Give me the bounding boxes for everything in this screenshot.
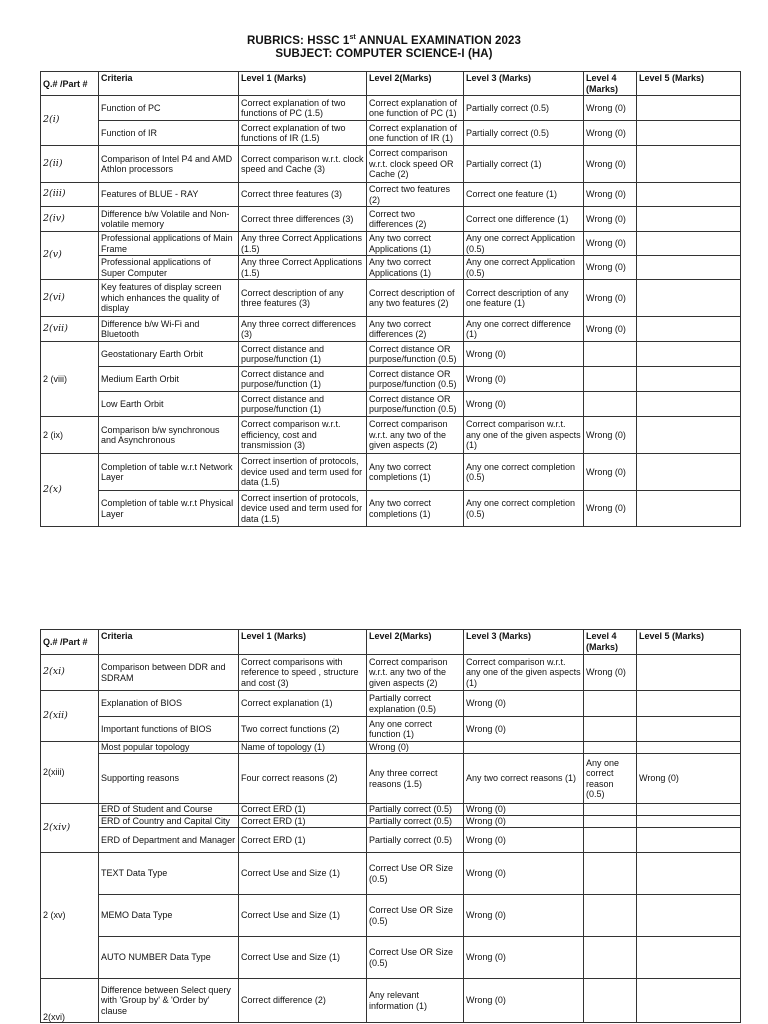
level1-cell: Any three Correct Applications (1.5)	[239, 256, 367, 280]
level3-cell: Wrong (0)	[464, 816, 584, 828]
level2-cell: Partially correct explanation (0.5)	[367, 691, 464, 717]
level5-cell	[637, 121, 741, 146]
col-header-qno: Q.# /Part #	[41, 72, 99, 96]
level5-cell	[637, 232, 741, 256]
col-header-criteria: Criteria	[99, 630, 239, 655]
level4-cell: Wrong (0)	[584, 232, 637, 256]
table-row	[41, 742, 741, 754]
level2-cell: Correct comparison w.r.t. clock speed OR Cache (2)	[367, 146, 464, 183]
level1-cell: Any three correct differences (3)	[239, 317, 367, 342]
table-row	[41, 691, 741, 717]
level4-cell	[584, 816, 637, 828]
level2-cell: Correct distance OR purpose/function (0.5)	[367, 367, 464, 392]
level5-cell	[637, 655, 741, 691]
table-row	[41, 342, 741, 367]
level3-cell: Partially correct (0.5)	[464, 121, 584, 146]
level3-cell: Correct one feature (1)	[464, 183, 584, 207]
table-row	[41, 207, 741, 232]
level4-cell	[584, 937, 637, 979]
level5-cell	[637, 491, 741, 527]
title-prefix: RUBRICS: HSSC 1	[246, 35, 350, 47]
level2-cell: Partially correct (0.5)	[367, 816, 464, 828]
level1-cell: Correct distance and purpose/function (1)	[239, 342, 367, 367]
criteria-cell: TEXT Data Type	[99, 853, 239, 895]
criteria-cell: Comparison between DDR and SDRAM	[99, 655, 239, 691]
criteria-cell: Function of IR	[99, 121, 239, 146]
level5-cell	[637, 717, 741, 742]
col-header-level5: Level 5 (Marks)	[637, 72, 741, 96]
level4-cell: Any one correct reason (0.5)	[584, 754, 637, 804]
level4-cell: Wrong (0)	[584, 454, 637, 491]
rubric-table-1	[40, 71, 741, 527]
level3-cell: Any one correct difference (1)	[464, 317, 584, 342]
table-row	[41, 317, 741, 342]
criteria-cell: ERD of Student and Course	[99, 804, 239, 816]
table-row	[41, 937, 741, 979]
level3-cell: Wrong (0)	[464, 979, 584, 1023]
level5-cell	[637, 317, 741, 342]
criteria-cell: Comparison of Intel P4 and AMD Athlon processors	[99, 146, 239, 183]
level4-cell: Wrong (0)	[584, 655, 637, 691]
level3-cell: Wrong (0)	[464, 367, 584, 392]
question-number: 2(x)	[41, 454, 99, 527]
question-number: 2(xii)	[41, 691, 99, 742]
level2-cell: Partially correct (0.5)	[367, 828, 464, 853]
col-header-qno: Q.# /Part #	[41, 630, 99, 655]
level1-cell: Correct three features (3)	[239, 183, 367, 207]
level1-cell: Correct Use and Size (1)	[239, 937, 367, 979]
level5-cell: Wrong (0)	[637, 754, 741, 804]
title-suffix: ANNUAL EXAMINATION 2023	[355, 35, 522, 47]
level2-cell: Correct two features (2)	[367, 183, 464, 207]
level1-cell: Correct comparison w.r.t. clock speed and Cache (3)	[239, 146, 367, 183]
criteria-cell: AUTO NUMBER Data Type	[99, 937, 239, 979]
col-header-level3: Level 3 (Marks)	[464, 630, 584, 655]
col-header-level2: Level 2(Marks)	[367, 630, 464, 655]
level3-cell: Any two correct reasons (1)	[464, 754, 584, 804]
criteria-cell: MEMO Data Type	[99, 895, 239, 937]
level1-cell: Correct distance and purpose/function (1)	[239, 392, 367, 417]
level5-cell	[637, 207, 741, 232]
level2-cell: Any two correct completions (1)	[367, 454, 464, 491]
level2-cell: Correct distance OR purpose/function (0.5)	[367, 392, 464, 417]
level2-cell: Any two correct Applications (1)	[367, 232, 464, 256]
level3-cell: Wrong (0)	[464, 342, 584, 367]
level1-cell: Correct three differences (3)	[239, 207, 367, 232]
col-header-level1: Level 1 (Marks)	[239, 72, 367, 96]
level4-cell	[584, 717, 637, 742]
level1-cell: Correct ERD (1)	[239, 828, 367, 853]
question-number: 2(xi)	[41, 655, 99, 691]
level3-cell: Correct description of any one feature (1)	[464, 280, 584, 317]
criteria-cell: Completion of table w.r.t Network Layer	[99, 454, 239, 491]
level4-cell	[584, 828, 637, 853]
level4-cell: Wrong (0)	[584, 146, 637, 183]
level3-cell: Partially correct (1)	[464, 146, 584, 183]
level4-cell	[584, 895, 637, 937]
level3-cell: Wrong (0)	[464, 804, 584, 816]
level2-cell: Correct Use OR Size (0.5)	[367, 895, 464, 937]
level3-cell: Any one correct completion (0.5)	[464, 491, 584, 527]
level1-cell: Name of topology (1)	[239, 742, 367, 754]
criteria-cell: Key features of display screen which enhances the quality of display	[99, 280, 239, 317]
col-header-criteria: Criteria	[99, 72, 239, 96]
level1-cell: Four correct reasons (2)	[239, 754, 367, 804]
rubric-title	[0, 35, 768, 48]
criteria-cell: Explanation of BIOS	[99, 691, 239, 717]
level1-cell: Correct Use and Size (1)	[239, 853, 367, 895]
question-number: 2 (ix)	[41, 417, 99, 454]
level4-cell	[584, 342, 637, 367]
level3-cell: Wrong (0)	[464, 828, 584, 853]
rubric-table-2	[40, 629, 741, 1023]
level3-cell	[464, 742, 584, 754]
table-row	[41, 816, 741, 828]
level5-cell	[637, 816, 741, 828]
level1-cell: Correct explanation (1)	[239, 691, 367, 717]
level1-cell: Correct distance and purpose/function (1)	[239, 367, 367, 392]
level5-cell	[637, 96, 741, 121]
table-row	[41, 979, 741, 1023]
table-row	[41, 121, 741, 146]
level3-cell: Wrong (0)	[464, 895, 584, 937]
level2-cell: Any one correct function (1)	[367, 717, 464, 742]
level4-cell	[584, 392, 637, 417]
criteria-cell: Comparison b/w synchronous and Asynchronous	[99, 417, 239, 454]
level3-cell: Correct comparison w.r.t. any one of the given aspects (1)	[464, 417, 584, 454]
level4-cell	[584, 742, 637, 754]
table-row	[41, 655, 741, 691]
level2-cell: Any two correct Applications (1)	[367, 256, 464, 280]
level4-cell: Wrong (0)	[584, 256, 637, 280]
table-row	[41, 146, 741, 183]
level2-cell: Correct Use OR Size (0.5)	[367, 937, 464, 979]
col-header-level5: Level 5 (Marks)	[637, 630, 741, 655]
level5-cell	[637, 454, 741, 491]
level2-cell: Wrong (0)	[367, 742, 464, 754]
level3-cell: Partially correct (0.5)	[464, 96, 584, 121]
table-row	[41, 491, 741, 527]
question-number: 2(v)	[41, 232, 99, 280]
table-header-row	[41, 630, 741, 655]
table-row	[41, 96, 741, 121]
level5-cell	[637, 895, 741, 937]
level1-cell: Two correct functions (2)	[239, 717, 367, 742]
level1-cell: Correct insertion of protocols, device used and term used for data (1.5)	[239, 491, 367, 527]
level1-cell: Correct explanation of two functions of IR (1.5)	[239, 121, 367, 146]
criteria-cell: ERD of Country and Capital City	[99, 816, 239, 828]
table-row	[41, 183, 741, 207]
table-row	[41, 256, 741, 280]
table-row	[41, 754, 741, 804]
criteria-cell: Features of BLUE - RAY	[99, 183, 239, 207]
col-header-level4: Level 4 (Marks)	[584, 630, 637, 655]
level1-cell: Correct explanation of two functions of PC (1.5)	[239, 96, 367, 121]
level5-cell	[637, 742, 741, 754]
level2-cell: Correct description of any two features (2)	[367, 280, 464, 317]
level1-cell: Correct ERD (1)	[239, 804, 367, 816]
level2-cell: Correct explanation of one function of IR (1)	[367, 121, 464, 146]
question-number: 2 (xv)	[41, 853, 99, 979]
level5-cell	[637, 691, 741, 717]
table-row	[41, 717, 741, 742]
level5-cell	[637, 853, 741, 895]
level2-cell: Correct comparison w.r.t. any two of the given aspects (2)	[367, 655, 464, 691]
level3-cell: Wrong (0)	[464, 717, 584, 742]
level3-cell: Wrong (0)	[464, 853, 584, 895]
criteria-cell: Most popular topology	[99, 742, 239, 754]
level2-cell: Any relevant information (1)	[367, 979, 464, 1023]
level5-cell	[637, 937, 741, 979]
criteria-cell: Medium Earth Orbit	[99, 367, 239, 392]
level3-cell: Any one correct Application (0.5)	[464, 256, 584, 280]
question-number: 2(ii)	[41, 146, 99, 183]
criteria-cell: Professional applications of Main Frame	[99, 232, 239, 256]
level5-cell	[637, 256, 741, 280]
level4-cell: Wrong (0)	[584, 207, 637, 232]
criteria-cell: Difference between Select query with 'Group by' & 'Order by' clause	[99, 979, 239, 1023]
col-header-level3: Level 3 (Marks)	[464, 72, 584, 96]
question-number: 2(i)	[41, 96, 99, 146]
level5-cell	[637, 417, 741, 454]
level5-cell	[637, 979, 741, 1023]
level2-cell: Correct comparison w.r.t. any two of the given aspects (2)	[367, 417, 464, 454]
level1-cell: Correct ERD (1)	[239, 816, 367, 828]
level5-cell	[637, 367, 741, 392]
level4-cell: Wrong (0)	[584, 280, 637, 317]
col-header-level1: Level 1 (Marks)	[239, 630, 367, 655]
level1-cell: Correct comparison w.r.t. efficiency, cost and transmission (3)	[239, 417, 367, 454]
question-number: 2(xiv)	[41, 804, 99, 853]
level4-cell	[584, 853, 637, 895]
level5-cell	[637, 828, 741, 853]
table-row	[41, 280, 741, 317]
level3-cell: Wrong (0)	[464, 937, 584, 979]
question-number: 2(vii)	[41, 317, 99, 342]
level4-cell	[584, 367, 637, 392]
level1-cell: Correct insertion of protocols, device used and term used for data (1.5)	[239, 454, 367, 491]
table-row	[41, 232, 741, 256]
question-number: 2 (viii)	[41, 342, 99, 417]
level4-cell: Wrong (0)	[584, 317, 637, 342]
level2-cell: Correct two differences (2)	[367, 207, 464, 232]
criteria-cell: ERD of Department and Manager	[99, 828, 239, 853]
criteria-cell: Supporting reasons	[99, 754, 239, 804]
table-row	[41, 853, 741, 895]
level2-cell: Correct distance OR purpose/function (0.5)	[367, 342, 464, 367]
level4-cell	[584, 691, 637, 717]
level4-cell: Wrong (0)	[584, 491, 637, 527]
title-superscript: st	[349, 34, 356, 42]
table-row	[41, 828, 741, 853]
level5-cell	[637, 146, 741, 183]
criteria-cell: Low Earth Orbit	[99, 392, 239, 417]
table-row	[41, 367, 741, 392]
table-row	[41, 895, 741, 937]
criteria-cell: Professional applications of Super Computer	[99, 256, 239, 280]
question-number: 2(xiii)	[41, 742, 99, 804]
level1-cell: Correct description of any three features (3)	[239, 280, 367, 317]
level5-cell	[637, 804, 741, 816]
table-row	[41, 804, 741, 816]
col-header-level2: Level 2(Marks)	[367, 72, 464, 96]
level5-cell	[637, 183, 741, 207]
level5-cell	[637, 392, 741, 417]
level2-cell: Any two correct completions (1)	[367, 491, 464, 527]
level2-cell: Partially correct (0.5)	[367, 804, 464, 816]
level4-cell	[584, 979, 637, 1023]
criteria-cell: Geostationary Earth Orbit	[99, 342, 239, 367]
level2-cell: Correct explanation of one function of PC (1)	[367, 96, 464, 121]
level5-cell	[637, 280, 741, 317]
level1-cell: Correct difference (2)	[239, 979, 367, 1023]
level3-cell: Any one correct Application (0.5)	[464, 232, 584, 256]
level5-cell	[637, 342, 741, 367]
subject-title: SUBJECT: COMPUTER SCIENCE-I (HA)	[275, 48, 493, 60]
level1-cell: Any three Correct Applications (1.5)	[239, 232, 367, 256]
level2-cell: Any three correct reasons (1.5)	[367, 754, 464, 804]
level4-cell: Wrong (0)	[584, 417, 637, 454]
level4-cell: Wrong (0)	[584, 96, 637, 121]
criteria-cell: Important functions of BIOS	[99, 717, 239, 742]
level3-cell: Correct comparison w.r.t. any one of the given aspects (1)	[464, 655, 584, 691]
level3-cell: Any one correct completion (0.5)	[464, 454, 584, 491]
table-row	[41, 392, 741, 417]
question-number: 2(vi)	[41, 280, 99, 317]
level4-cell: Wrong (0)	[584, 121, 637, 146]
level3-cell: Wrong (0)	[464, 691, 584, 717]
level2-cell: Correct Use OR Size (0.5)	[367, 853, 464, 895]
question-number: 2(iii)	[41, 183, 99, 207]
table-row	[41, 454, 741, 491]
level3-cell: Wrong (0)	[464, 392, 584, 417]
criteria-cell: Difference b/w Wi-Fi and Bluetooth	[99, 317, 239, 342]
question-number: 2(xvi)	[41, 979, 99, 1023]
table-header-row	[41, 72, 741, 96]
level4-cell	[584, 804, 637, 816]
criteria-cell: Completion of table w.r.t Physical Layer	[99, 491, 239, 527]
criteria-cell: Difference b/w Volatile and Non-volatile memory	[99, 207, 239, 232]
table-row	[41, 417, 741, 454]
question-number: 2(iv)	[41, 207, 99, 232]
criteria-cell: Function of PC	[99, 96, 239, 121]
level1-cell: Correct comparisons with reference to speed , structure and cost (3)	[239, 655, 367, 691]
level3-cell: Correct one difference (1)	[464, 207, 584, 232]
col-header-level4: Level 4 (Marks)	[584, 72, 637, 96]
level2-cell: Any two correct differences (2)	[367, 317, 464, 342]
level1-cell: Correct Use and Size (1)	[239, 895, 367, 937]
level4-cell: Wrong (0)	[584, 183, 637, 207]
